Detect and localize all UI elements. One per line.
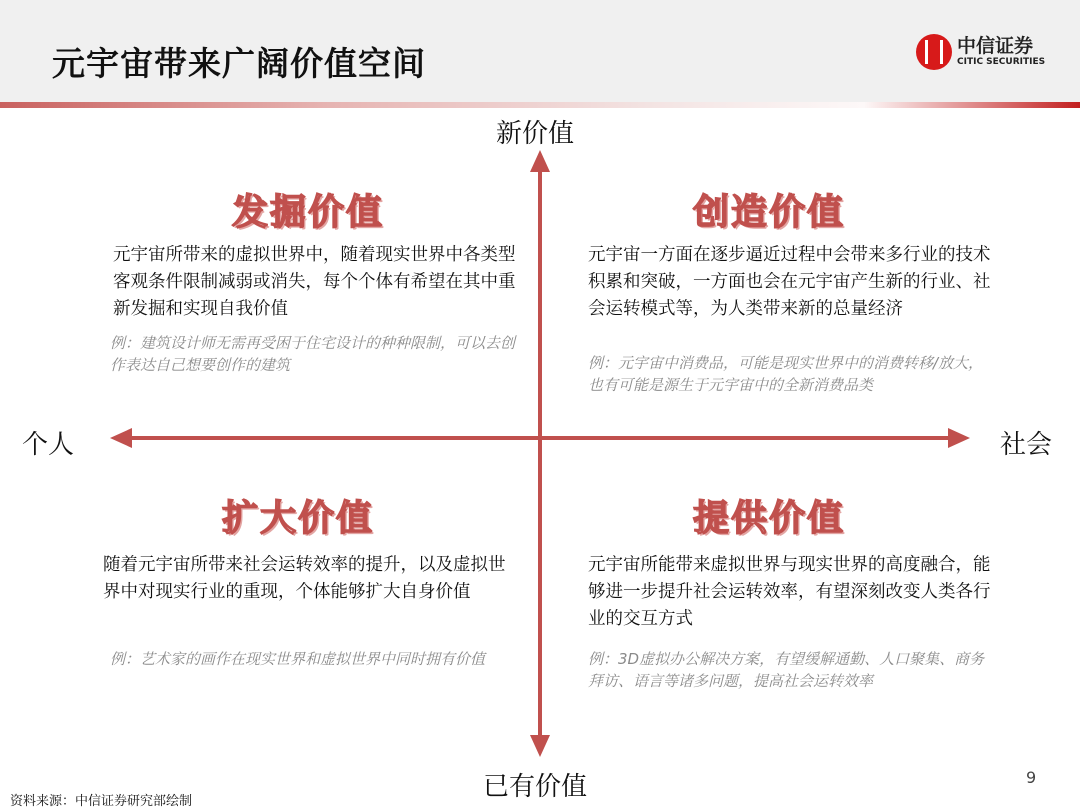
axis-label-bottom: 已有价值 — [483, 772, 588, 802]
quadrant-body-create: 元宇宙一方面在逐步逼近过程中会带来多行业的技术积累和突破，一方面也会在元宇宙产生新的行业、社会运转模式等，为人类带来新的总量经济 — [588, 245, 991, 319]
axis-label-top: 新价值 — [496, 119, 575, 149]
arrow-up-icon — [530, 150, 550, 172]
quadrant-body-expand: 随着元宇宙所带来社会运转效率的提升，以及虚拟世界中对现实行业的重现，个体能够扩大自身价值 — [103, 555, 506, 602]
quadrant-example-discover: 例：建筑设计师无需再受困于住宅设计的种种限制，可以去创作表达自己想要创作的建筑 — [110, 334, 516, 374]
axis-label-left: 个人 — [22, 430, 75, 460]
quadrant-body-provide: 元宇宙所能带来虚拟世界与现实世界的高度融合，能够进一步提升社会运转效率，有望深刻改变人类各行业的交互方式 — [588, 555, 991, 629]
quadrant-title-create: 创造价值 — [693, 192, 846, 233]
quadrant-example-create: 例：元宇宙中消费品，可能是现实世界中的消费转移/放大，也有可能是源生于元宇宙中的全新消费品类 — [588, 354, 984, 394]
arrow-right-icon — [948, 428, 970, 448]
arrow-down-icon — [530, 735, 550, 757]
quadrant-example-expand: 例：艺术家的画作在现实世界和虚拟世界中同时拥有价值 — [110, 650, 486, 668]
quadrant-title-provide: 提供价值 — [693, 498, 846, 539]
source-note: 资料来源：中信证券研究部绘制 — [10, 794, 193, 809]
quadrant-title-expand: 扩大价值 — [222, 498, 375, 539]
quadrant-body-discover: 元宇宙所带来的虚拟世界中，随着现实世界中各类型客观条件限制减弱或消失，每个个体有希望在其中重新发掘和实现自我价值 — [113, 245, 516, 319]
logo-cn: 中信证券 — [957, 35, 1034, 57]
arrow-left-icon — [110, 428, 132, 448]
page-number: 9 — [1026, 768, 1037, 787]
axis-label-right: 社会 — [1000, 430, 1053, 460]
quadrant-title-discover: 发掘价值 — [232, 192, 385, 233]
page-title: 元宇宙带来广阔价值空间 — [52, 44, 426, 83]
quadrant-example-provide: 例：3D虚拟办公解决方案，有望缓解通勤、人口聚集、商务拜访、语言等诸多问题，提高社会运转效率 — [588, 650, 985, 690]
logo-en: CITIC SECURITIES — [957, 57, 1046, 67]
